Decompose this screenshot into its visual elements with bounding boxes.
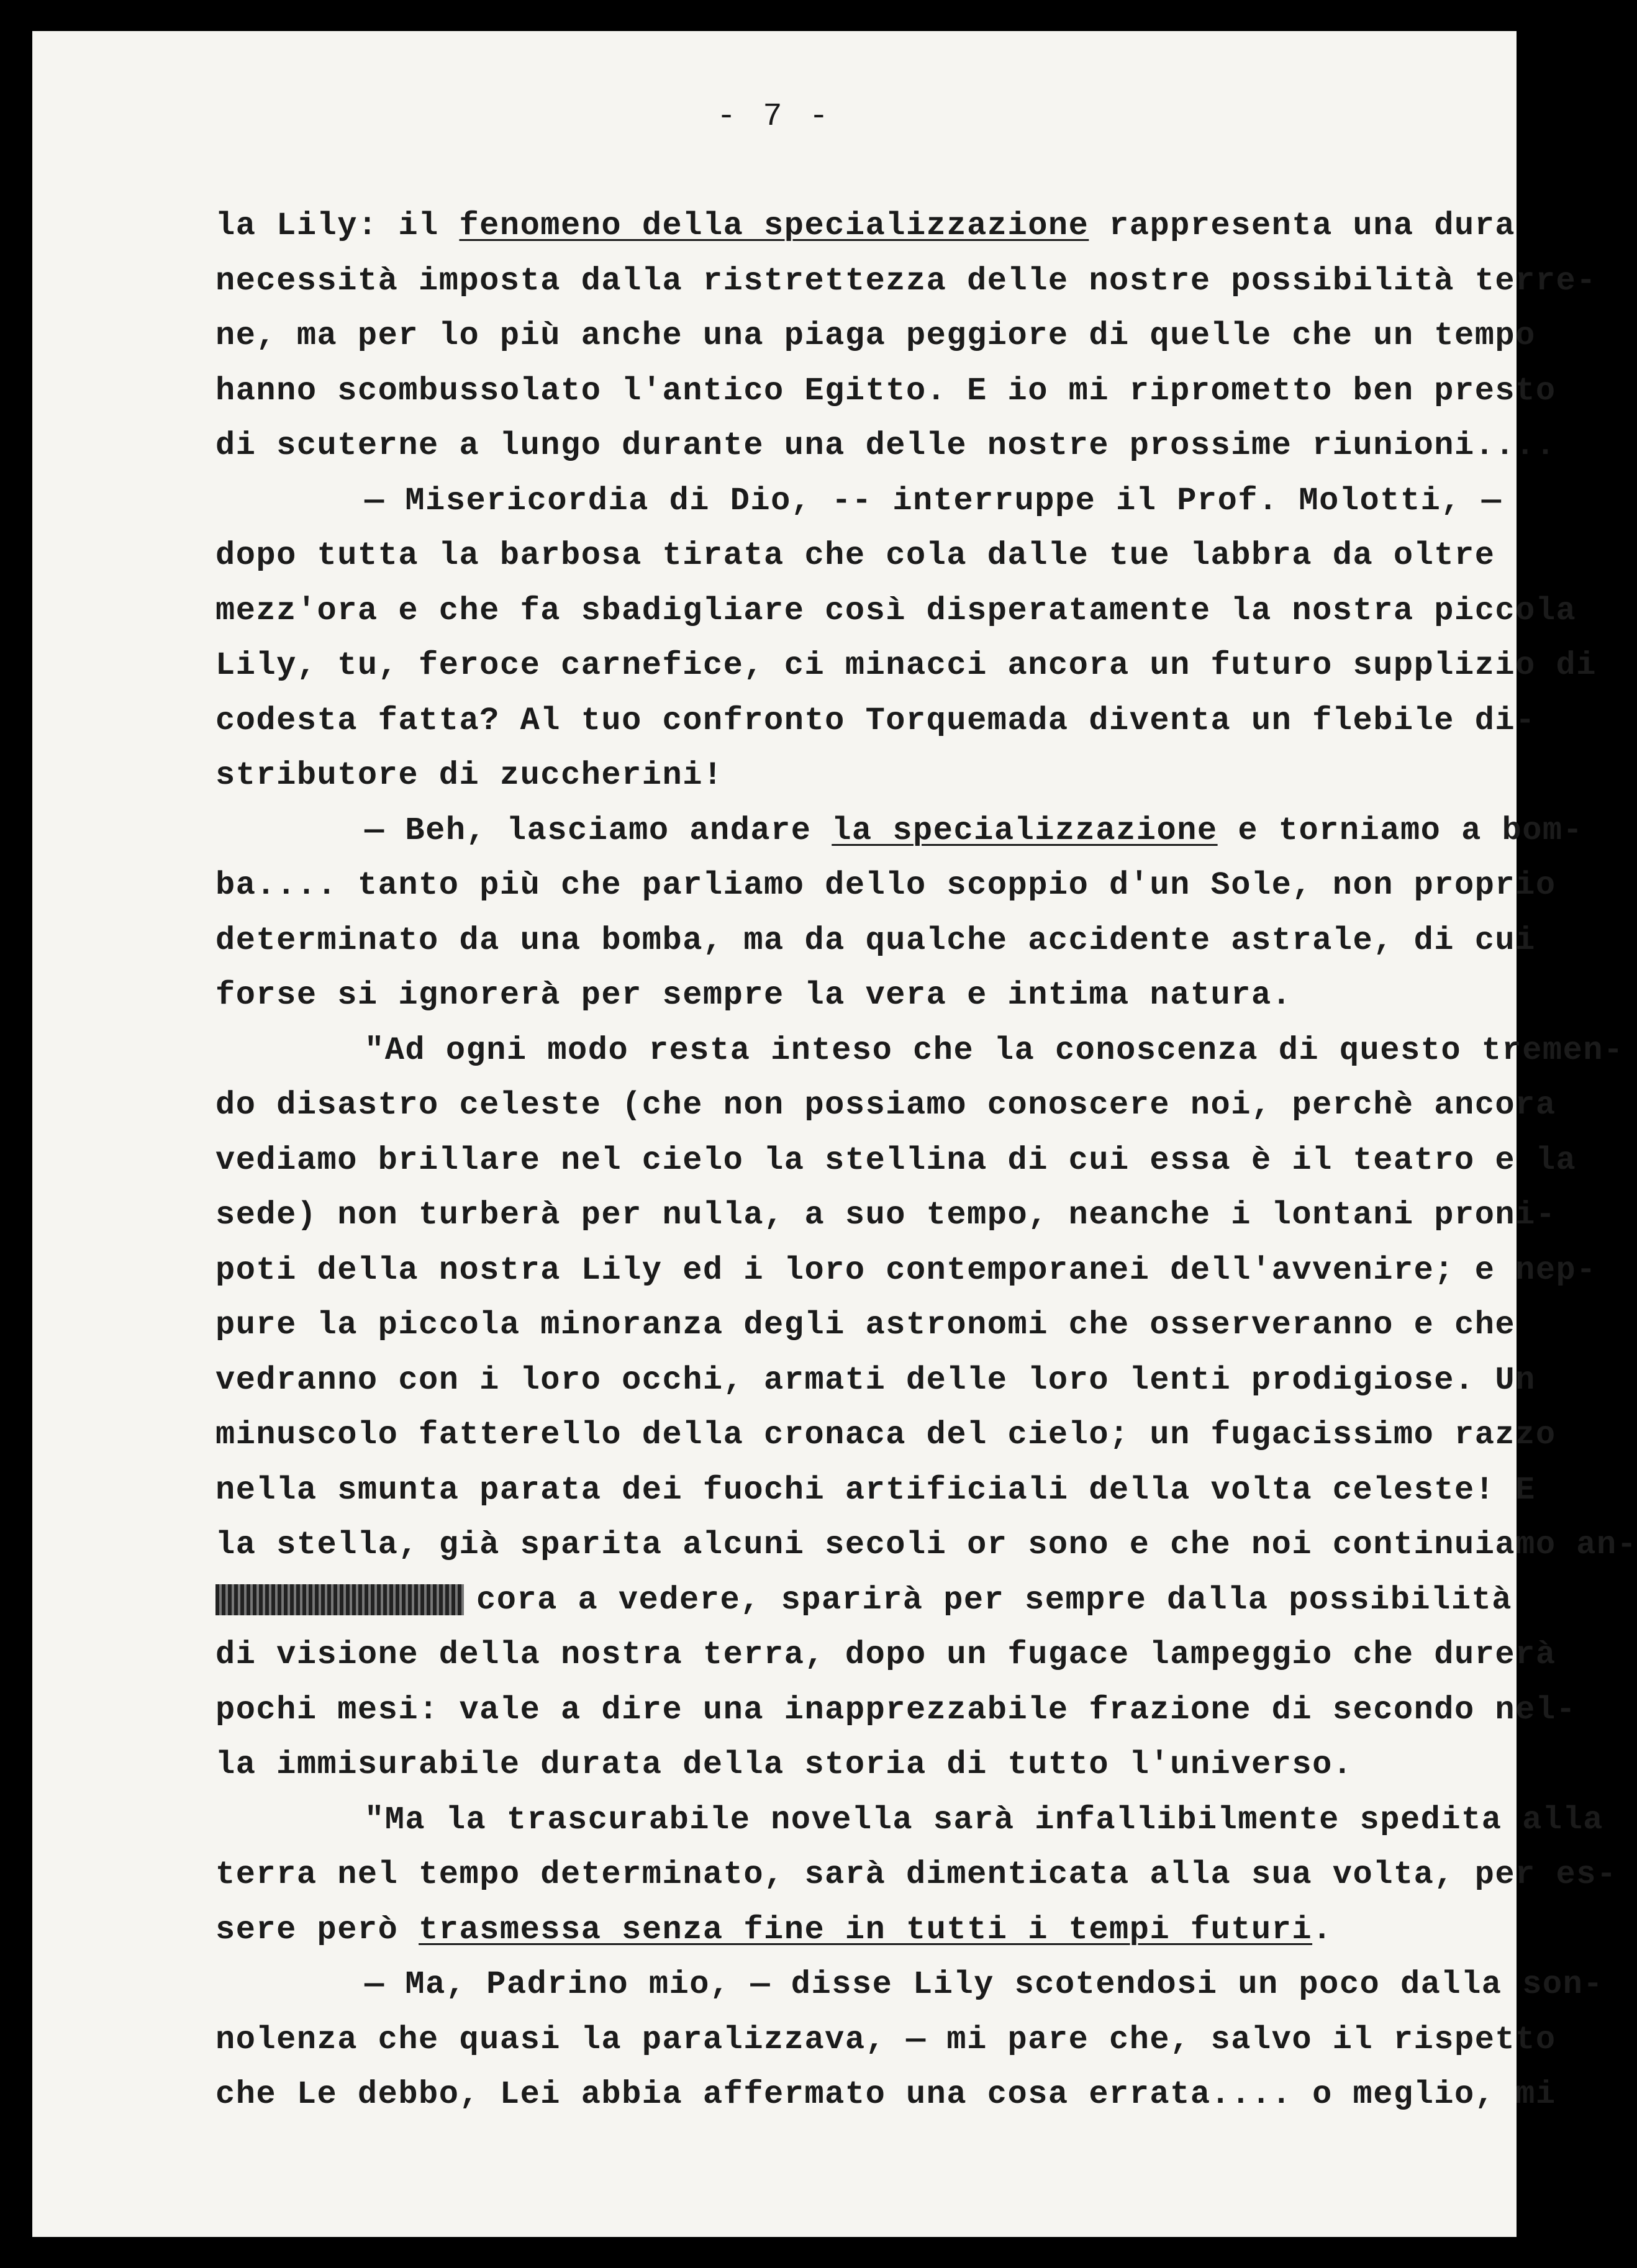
line-text: . bbox=[1312, 1911, 1333, 1948]
text-line bbox=[215, 2067, 1556, 2123]
line-text: — Beh, lasciamo andare bbox=[365, 812, 832, 849]
line-text: "Ad ogni modo resta inteso che la conoscenza di questo tremen- bbox=[365, 1032, 1624, 1069]
page-number: - 7 - bbox=[716, 98, 833, 135]
line-text: dopo tutta la barbosa tirata che cola dalle tue labbra da oltre bbox=[215, 537, 1495, 574]
line-text: "Ma la trascurabile novella sarà infallibilmente spedita alla bbox=[365, 1801, 1604, 1838]
line-text: cora a vedere, sparirà per sempre dalla possibilità bbox=[476, 1581, 1512, 1618]
line-text: mezz'ora e che fa sbadigliare così disperatamente la nostra piccola bbox=[215, 592, 1577, 629]
line-text: di visione della nostra terra, dopo un fugace lampeggio che durerà bbox=[215, 1636, 1556, 1673]
struck-out-text bbox=[215, 1584, 464, 1615]
line-text: nella smunta parata dei fuochi artificiali della volta celeste! E bbox=[215, 1471, 1536, 1508]
line-text: e torniamo a bom- bbox=[1217, 812, 1584, 849]
line-text: stributore di zuccherini! bbox=[215, 757, 723, 794]
document-page bbox=[32, 31, 1637, 2237]
text-line bbox=[215, 1353, 1551, 1408]
line-text: ba.... tanto più che parliamo dello scoppio d'un Sole, non proprio bbox=[215, 867, 1556, 904]
text-line bbox=[215, 1243, 1597, 1299]
text-line bbox=[215, 968, 1551, 1023]
text-line bbox=[215, 804, 1584, 859]
text-line bbox=[215, 638, 1597, 694]
line-text: codesta fatta? Al tuo confronto Torquemada diventa un flebile di- bbox=[215, 702, 1536, 739]
text-line bbox=[215, 1298, 1551, 1353]
text-line bbox=[215, 1133, 1577, 1189]
line-text: determinato da una bomba, ma da qualche accidente astrale, di cui bbox=[215, 922, 1536, 959]
text-line bbox=[215, 419, 1556, 474]
text-line bbox=[215, 1793, 1604, 1848]
line-text: pure la piccola minoranza degli astronomi che osserveranno e che bbox=[215, 1307, 1516, 1343]
text-line bbox=[215, 1903, 1551, 1958]
line-text: vedranno con i loro occhi, armati delle loro lenti prodigiose. Un bbox=[215, 1361, 1536, 1399]
line-text: la immisurabile durata della storia di tutto l'universo. bbox=[215, 1746, 1353, 1783]
text-line bbox=[215, 528, 1551, 584]
line-text: che Le debbo, Lei abbia affermato una cosa errata.... o meglio, mi bbox=[215, 2076, 1556, 2113]
line-text: la stella, già sparita alcuni secoli or sono e che noi continuiamo an- bbox=[215, 1526, 1637, 1563]
line-text: sede) non turberà per nulla, a suo tempo, neanche i lontani proni- bbox=[215, 1197, 1556, 1233]
line-text: terra nel tempo determinato, sarà dimenticata alla sua volta, per es- bbox=[215, 1856, 1617, 1893]
text-line bbox=[215, 364, 1556, 419]
text-line bbox=[215, 1628, 1556, 1683]
line-text: hanno scombussolato l'antico Egitto. E io mi riprometto ben presto bbox=[215, 372, 1556, 409]
text-line bbox=[215, 694, 1551, 749]
text-line bbox=[215, 2013, 1556, 2068]
line-text: — Ma, Padrino mio, — disse Lily scotendosi un poco dalla son- bbox=[365, 1966, 1604, 2003]
text-line bbox=[215, 254, 1597, 309]
text-line bbox=[215, 1848, 1617, 1903]
text-line bbox=[215, 748, 1551, 804]
text-line bbox=[215, 1738, 1551, 1793]
text-line bbox=[215, 1463, 1551, 1518]
text-line bbox=[215, 199, 1551, 254]
line-text: rappresenta una dura bbox=[1089, 207, 1516, 244]
line-text: minuscolo fatterello della cronaca del cielo; un fugacissimo razzo bbox=[215, 1417, 1556, 1453]
body-text bbox=[215, 199, 1637, 2123]
text-line bbox=[215, 1188, 1556, 1243]
text-line bbox=[215, 1683, 1577, 1738]
line-text: forse si ignorerà per sempre la vera e intima natura. bbox=[215, 977, 1292, 1014]
text-line bbox=[215, 474, 1551, 529]
line-text: necessità imposta dalla ristrettezza delle nostre possibilità terre- bbox=[215, 262, 1597, 299]
text-line bbox=[215, 1078, 1556, 1133]
line-text: sere però bbox=[215, 1911, 419, 1948]
text-line bbox=[215, 1023, 1624, 1079]
text-line bbox=[215, 309, 1551, 364]
line-text: di scuterne a lungo durante una delle nostre prossime riunioni.... bbox=[215, 427, 1556, 464]
line-text: la Lily: il bbox=[215, 207, 460, 244]
text-line bbox=[215, 1518, 1637, 1573]
underlined-text: trasmessa senza fine in tutti i tempi futuri bbox=[419, 1911, 1313, 1948]
line-text: vediamo brillare nel cielo la stellina di cui essa è il teatro e la bbox=[215, 1141, 1577, 1179]
underlined-text: fenomeno della specializzazione bbox=[459, 207, 1089, 244]
text-line bbox=[215, 1408, 1556, 1463]
line-text: ne, ma per lo più anche una piaga peggiore di quelle che un tempo bbox=[215, 317, 1536, 354]
text-line bbox=[215, 1957, 1604, 2013]
text-line bbox=[215, 858, 1556, 914]
line-text: Lily, tu, feroce carnefice, ci minacci ancora un futuro supplizio di bbox=[215, 647, 1597, 684]
text-line bbox=[215, 1573, 1551, 1628]
line-text: poti della nostra Lily ed i loro contemporanei dell'avvenire; e nep- bbox=[215, 1251, 1597, 1289]
line-text: pochi mesi: vale a dire una inapprezzabile frazione di secondo nel- bbox=[215, 1691, 1577, 1728]
line-text: do disastro celeste (che non possiamo conoscere noi, perchè ancora bbox=[215, 1087, 1556, 1123]
text-line bbox=[215, 584, 1577, 639]
text-line bbox=[215, 914, 1551, 969]
underlined-text: la specializzazione bbox=[832, 812, 1218, 849]
line-text: nolenza che quasi la paralizzava, — mi pare che, salvo il rispetto bbox=[215, 2021, 1556, 2058]
line-text: — Misericordia di Dio, -- interruppe il Prof. Molotti, — bbox=[365, 482, 1502, 519]
